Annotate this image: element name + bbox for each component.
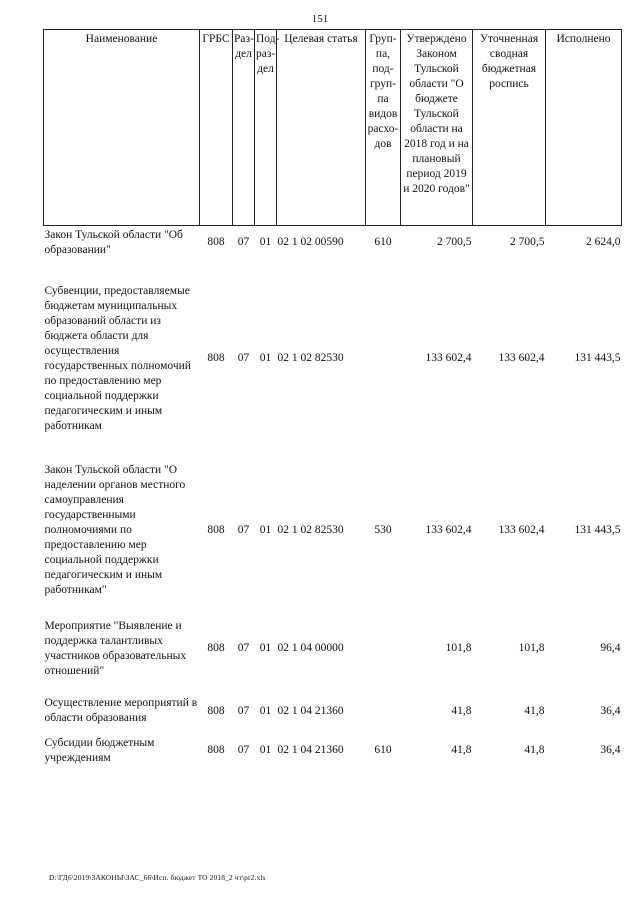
row-executed: 2 624,0 — [586, 236, 621, 249]
row-target: 02 1 04 00000 — [277, 642, 344, 654]
row-executed: 36,4 — [600, 704, 621, 717]
footer-file-path: D:\ГД6\2019\ЗАКОНЫ\ЗАС_66\Исп. бюджет ТО 2018_2 чт\pr2.xls — [49, 873, 266, 882]
row-grbs: 808 — [207, 236, 225, 249]
budget-table — [43, 29, 622, 767]
header-group: Груп-па, под-груп-па видов расхо-дов — [366, 30, 401, 226]
row-name: Закон Тульской области "Об образовании" — [44, 228, 183, 256]
table-row — [44, 226, 622, 260]
row-razdel: 07 — [237, 524, 250, 536]
row-refined: 41,8 — [524, 704, 545, 717]
row-razdel: 07 — [237, 236, 250, 249]
row-refined: 41,8 — [524, 744, 545, 756]
row-name: Мероприятие "Выявление и поддержка талантливых участников образовательных отношений" — [44, 619, 187, 677]
row-razdel: 07 — [237, 704, 250, 717]
row-target: 02 1 02 82530 — [277, 352, 344, 364]
row-refined: 133 602,4 — [498, 352, 545, 364]
row-podrazdel: 01 — [259, 352, 272, 364]
row-razdel: 07 — [237, 744, 250, 756]
row-group: 610 — [374, 236, 392, 249]
page-number: 151 — [311, 13, 329, 25]
row-executed: 36,4 — [600, 744, 621, 756]
row-razdel: 07 — [237, 352, 250, 364]
table-row — [44, 462, 622, 600]
row-approved: 101,8 — [445, 642, 472, 654]
row-approved: 133 602,4 — [425, 524, 472, 536]
header-executed: Исполнено — [546, 30, 622, 226]
header-approved: Утверждено Законом Тульской области "О бюджете Тульской области на 2018 год и на плановый период 2019 и 2020 годов" — [401, 30, 473, 226]
row-refined: 101,8 — [518, 642, 545, 654]
row-name: Субсидии бюджетным учреждениям — [44, 736, 155, 764]
header-razdel: Раз-дел — [233, 30, 255, 226]
row-grbs: 808 — [207, 524, 225, 536]
table-row — [44, 688, 622, 735]
row-target: 02 1 02 00590 — [277, 236, 344, 249]
row-name: Осуществление мероприятий в области образования — [44, 697, 198, 724]
header-grbs: ГРБС — [200, 30, 233, 226]
row-approved: 41,8 — [451, 744, 472, 756]
header-podrazdel: Под-раз-дел — [255, 30, 277, 226]
row-approved: 133 602,4 — [425, 352, 472, 364]
row-refined: 133 602,4 — [498, 524, 545, 536]
header-row — [44, 30, 622, 226]
row-approved: 2 700,5 — [437, 236, 472, 249]
row-group: 610 — [374, 744, 392, 756]
row-podrazdel: 01 — [259, 744, 272, 756]
row-podrazdel: 01 — [259, 524, 272, 536]
row-refined: 2 700,5 — [510, 236, 545, 249]
row-name: Закон Тульской области "О наделении органов местного самоуправления государственными полномочиями по предоставлению мер социальной поддержки педагогическим и иным работникам" — [44, 464, 186, 596]
row-group — [366, 610, 401, 688]
row-group — [366, 688, 401, 735]
row-target: 02 1 04 21360 — [277, 744, 344, 756]
row-podrazdel: 01 — [259, 642, 272, 654]
row-target: 02 1 04 21360 — [277, 704, 344, 717]
row-target: 02 1 02 82530 — [277, 524, 344, 536]
table-row — [44, 610, 622, 688]
row-grbs: 808 — [207, 744, 225, 756]
row-razdel: 07 — [237, 642, 250, 654]
header-target: Целевая статья — [277, 30, 366, 226]
row-approved: 41,8 — [451, 704, 472, 717]
header-refined: Уточненная сводная бюджетная роспись — [473, 30, 546, 226]
table-row — [44, 268, 622, 450]
table-row — [44, 735, 622, 767]
row-group — [366, 268, 401, 450]
row-group: 530 — [374, 524, 392, 536]
row-podrazdel: 01 — [259, 236, 272, 249]
row-name: Субвенции, предоставляемые бюджетам муниципальных образований области из бюджета области для осуществления государственных полномочий по предоставлению мер социальной поддержки педагогическим и иным работникам — [44, 284, 191, 432]
row-grbs: 808 — [207, 642, 225, 654]
row-executed: 96,4 — [600, 642, 621, 654]
header-name: Наименование — [44, 30, 200, 226]
row-grbs: 808 — [207, 704, 225, 717]
row-executed: 131 443,5 — [574, 352, 621, 364]
row-grbs: 808 — [207, 352, 225, 364]
row-podrazdel: 01 — [259, 704, 272, 717]
row-executed: 131 443,5 — [574, 524, 621, 536]
